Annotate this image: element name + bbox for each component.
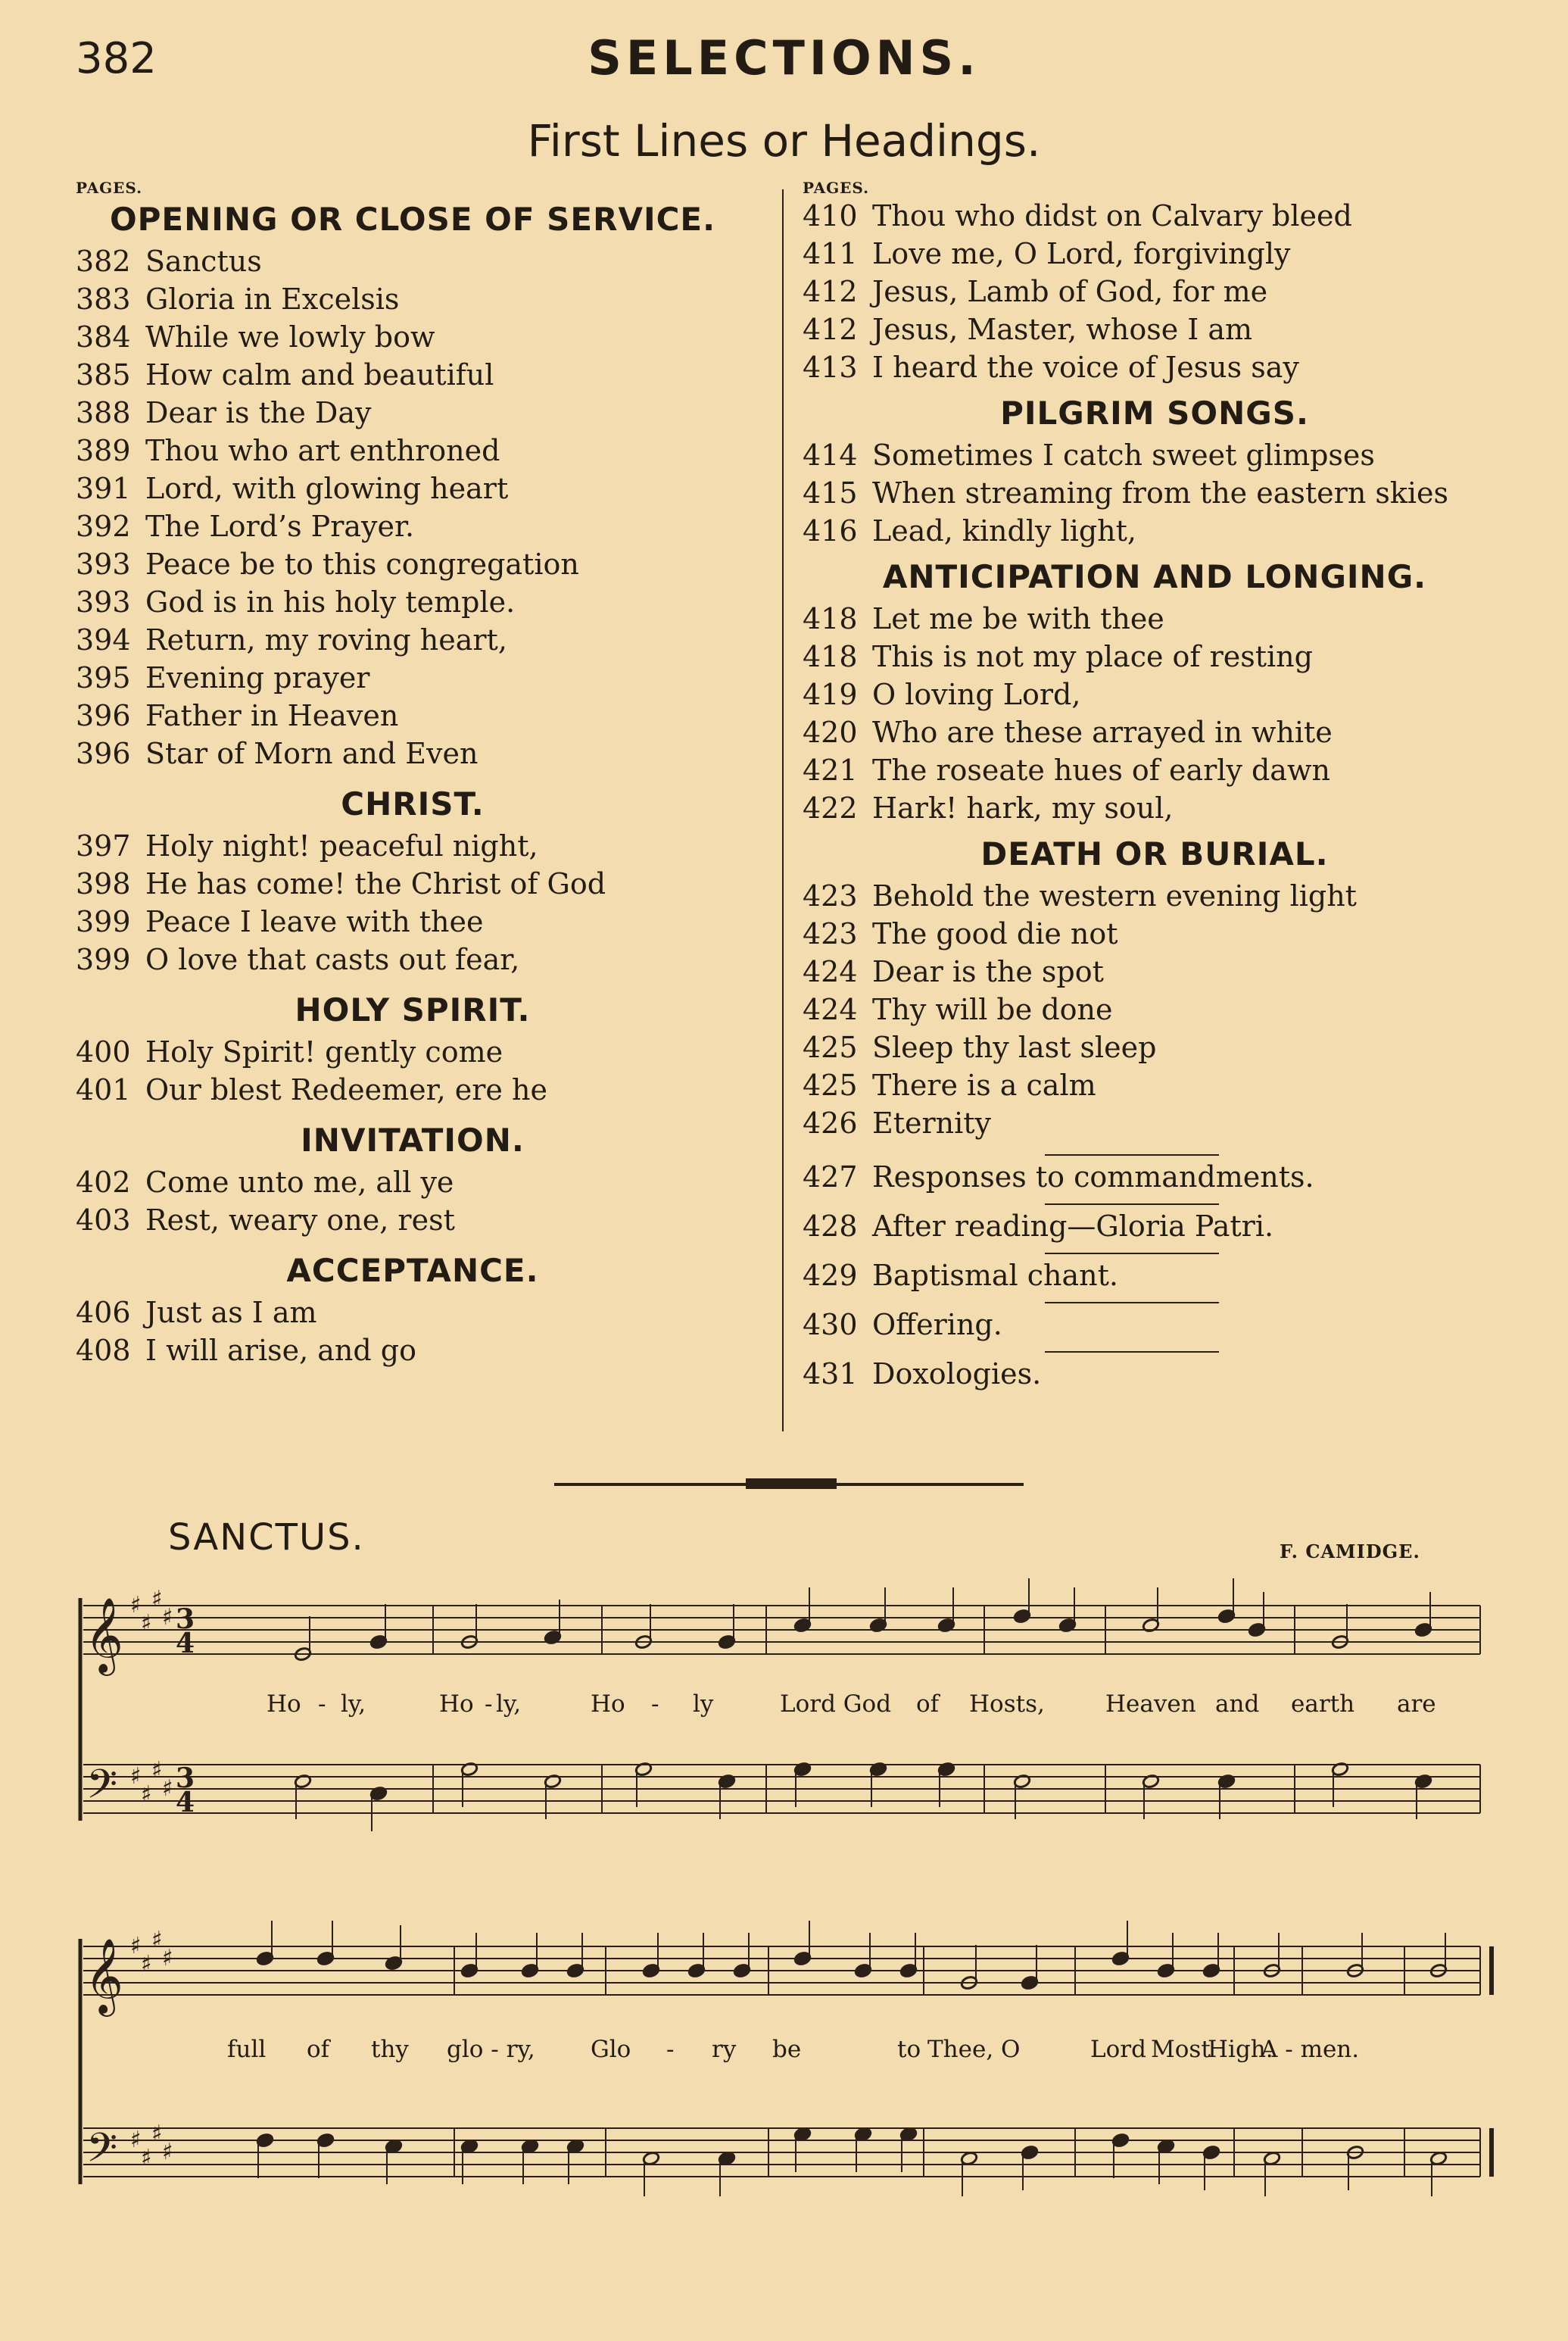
music-system-1: [76, 1568, 1514, 1871]
time-signature-treble-denominator: 4: [176, 1628, 195, 1659]
entry-page-number: 429: [803, 1259, 858, 1292]
pages-label-left: PAGES.: [76, 179, 143, 197]
list-item: [803, 1066, 1507, 1104]
list-item: [803, 953, 1507, 991]
list-item: [803, 877, 1507, 915]
key-signature-bass: ♯: [151, 2121, 163, 2147]
list-item: [803, 474, 1507, 512]
entry-page-number: 412: [803, 275, 858, 308]
section-heading: PILGRIM SONGS.: [1000, 395, 1309, 432]
section-heading: HOLY SPIRIT.: [295, 991, 531, 1028]
list-item: [803, 348, 1507, 386]
entry-page-number: 411: [803, 237, 858, 270]
lyric-syllable: -: [318, 1690, 326, 1718]
entry-first-line: After reading—Gloria Patri.: [872, 1210, 1274, 1243]
page-title: SELECTIONS.: [588, 30, 980, 86]
list-item: [803, 1104, 1507, 1142]
entry-first-line: Who are these arrayed in white: [872, 716, 1333, 749]
section-heading: ACCEPTANCE.: [286, 1252, 539, 1289]
entry-first-line: Holy Spirit! gently come: [145, 1035, 503, 1069]
list-item: [76, 394, 750, 432]
entry-first-line: How calm and beautiful: [145, 358, 494, 392]
entry-first-line: Let me be with thee: [872, 602, 1164, 635]
entry-page-number: 389: [76, 434, 131, 467]
entry-first-line: Return, my roving heart,: [145, 623, 507, 657]
entry-first-line: Sanctus: [145, 245, 262, 278]
entry-page-number: 414: [803, 439, 858, 472]
entry-first-line: Peace be to this congregation: [145, 548, 579, 581]
list-item: [803, 676, 1507, 713]
lyric-syllable: Glo: [591, 2036, 631, 2063]
key-signature-treble: ♯: [141, 1610, 152, 1637]
list-item: [803, 638, 1507, 676]
list-item: [803, 1251, 1507, 1300]
lyric-syllable: full: [227, 2036, 267, 2063]
list-item: [76, 432, 750, 470]
entry-first-line: Come unto me, all ye: [145, 1166, 454, 1199]
list-item: [803, 751, 1507, 789]
key-signature-bass: ♯: [162, 2139, 173, 2165]
entry-page-number: 388: [76, 396, 131, 429]
lyric-syllable: Ho: [439, 1690, 474, 1718]
list-item: [76, 507, 750, 545]
list-item: [76, 470, 750, 507]
lyric-syllable: -: [666, 2036, 675, 2063]
time-signature-bass-denominator: 4: [176, 1787, 195, 1818]
entry-page-number: 420: [803, 716, 858, 749]
lyric-syllable: High.: [1208, 2036, 1273, 2063]
entry-first-line: Doxologies.: [872, 1357, 1042, 1391]
entry-page-number: 392: [76, 510, 131, 543]
column-divider: [782, 189, 784, 1431]
entry-page-number: 399: [76, 943, 131, 976]
entry-first-line: Sleep thy last sleep: [872, 1031, 1157, 1064]
entry-page-number: 394: [76, 623, 131, 657]
entry-page-number: 418: [803, 602, 858, 635]
entry-page-number: 401: [76, 1073, 131, 1107]
hymn-composer: F. CAMIDGE.: [1280, 1540, 1420, 1562]
right-column: [803, 179, 1507, 1399]
entry-page-number: 402: [76, 1166, 131, 1199]
left-column: [76, 179, 750, 1369]
entry-page-number: 400: [76, 1035, 131, 1069]
entry-first-line: Lead, kindly light,: [872, 514, 1136, 548]
lyric-syllable: Most: [1151, 2036, 1211, 2063]
entry-page-number: 422: [803, 791, 858, 825]
list-item: [76, 1201, 750, 1239]
lyric-syllable: thy: [371, 2036, 409, 2063]
lyric-syllable: Ho: [591, 1690, 625, 1718]
entry-first-line: Responses to commandments.: [872, 1160, 1314, 1194]
key-signature-bass: ♯: [162, 1775, 173, 1802]
entry-page-number: 415: [803, 476, 858, 510]
entry-first-line: Dear is the spot: [872, 955, 1104, 988]
list-item: [76, 697, 750, 735]
entry-first-line: O loving Lord,: [872, 678, 1081, 711]
left-sections: [76, 197, 750, 1369]
entry-page-number: 383: [76, 282, 131, 316]
list-item: [803, 991, 1507, 1028]
music-system-2: [76, 1893, 1514, 2242]
list-item: [803, 1350, 1507, 1399]
blank-fill-line: [1045, 1253, 1219, 1254]
list-item: [803, 915, 1507, 953]
right-intro-entries: [803, 197, 1507, 386]
list-item: [76, 865, 750, 903]
entry-first-line: Dear is the Day: [145, 396, 372, 429]
pages-label-right: PAGES.: [803, 179, 870, 197]
list-item: [76, 941, 750, 979]
entry-first-line: Sometimes I catch sweet glimpses: [872, 439, 1375, 472]
entry-page-number: 421: [803, 754, 858, 787]
entry-page-number: 425: [803, 1069, 858, 1102]
entry-page-number: 391: [76, 472, 131, 505]
right-sections: [803, 391, 1507, 1142]
entry-first-line: O love that casts out fear,: [145, 943, 520, 976]
key-signature-bass: ♯: [141, 1781, 152, 1808]
entry-page-number: 431: [803, 1357, 858, 1391]
entry-first-line: Rest, weary one, rest: [145, 1203, 455, 1237]
lyric-syllable: be: [772, 2036, 802, 2063]
list-item: [76, 242, 750, 280]
time-signature-treble-numerator: 3: [176, 1603, 195, 1635]
list-item: [76, 1331, 750, 1369]
blank-fill-line: [1045, 1302, 1219, 1303]
entry-page-number: 406: [76, 1296, 131, 1329]
page-number: 382: [76, 34, 157, 83]
entry-page-number: 430: [803, 1308, 858, 1341]
entry-page-number: 424: [803, 993, 858, 1026]
list-item: [76, 1163, 750, 1201]
bass-clef-icon: 𝄢: [86, 2125, 118, 2181]
key-signature-treble: ♯: [130, 1592, 142, 1618]
list-item: [76, 583, 750, 621]
entry-first-line: Jesus, Master, whose I am: [872, 313, 1253, 346]
list-item: [803, 600, 1507, 638]
ornament-center: [746, 1478, 837, 1489]
entry-page-number: 385: [76, 358, 131, 392]
section-heading: DEATH OR BURIAL.: [980, 835, 1329, 872]
entry-first-line: Peace I leave with thee: [145, 905, 484, 938]
list-item: [76, 545, 750, 583]
entry-page-number: 396: [76, 737, 131, 770]
list-item: [76, 318, 750, 356]
entry-first-line: Thou who didst on Calvary bleed: [872, 199, 1352, 233]
list-item: [76, 659, 750, 697]
lyric-syllable: Hosts,: [969, 1690, 1045, 1718]
entry-page-number: 416: [803, 514, 858, 548]
entry-first-line: Star of Morn and Even: [145, 737, 479, 770]
entry-first-line: The Lord’s Prayer.: [145, 510, 415, 543]
entry-first-line: Love me, O Lord, forgivingly: [872, 237, 1291, 270]
lyric-syllable: and: [1215, 1690, 1260, 1718]
list-item: [76, 356, 750, 394]
section-heading: OPENING OR CLOSE OF SERVICE.: [109, 201, 716, 238]
entry-first-line: Lord, with glowing heart: [145, 472, 509, 505]
entry-first-line: Father in Heaven: [145, 699, 399, 732]
entry-page-number: 408: [76, 1334, 131, 1367]
lyric-syllable: ly,: [496, 1690, 522, 1718]
entry-page-number: 393: [76, 585, 131, 619]
entry-first-line: Eternity: [872, 1107, 992, 1140]
entry-first-line: This is not my place of resting: [872, 640, 1313, 673]
lyric-syllable: -: [485, 1690, 493, 1718]
entry-first-line: When streaming from the eastern skies: [872, 476, 1449, 510]
list-item: [76, 1033, 750, 1071]
entry-page-number: 426: [803, 1107, 858, 1140]
list-item: [803, 436, 1507, 474]
list-item: [803, 311, 1507, 348]
list-item: [76, 621, 750, 659]
hymn-title: SANCTUS.: [168, 1516, 365, 1559]
entry-first-line: Evening prayer: [145, 661, 370, 694]
entry-first-line: The roseate hues of early dawn: [872, 754, 1330, 787]
blank-fill-line: [1045, 1351, 1219, 1353]
entry-page-number: 419: [803, 678, 858, 711]
entry-first-line: Baptismal chant.: [872, 1259, 1118, 1292]
entry-page-number: 398: [76, 867, 131, 901]
entry-first-line: He has come! the Christ of God: [145, 867, 606, 901]
section-heading: CHRIST.: [341, 785, 485, 822]
list-item: [803, 713, 1507, 751]
lyric-syllable: A - men.: [1261, 2036, 1360, 2063]
entry-first-line: Thy will be done: [872, 993, 1113, 1026]
bass-clef-icon: 𝄢: [86, 1762, 118, 1818]
entry-page-number: 399: [76, 905, 131, 938]
lyric-syllable: of: [916, 1690, 940, 1718]
entry-page-number: 384: [76, 320, 131, 354]
lyric-syllable: Ho: [267, 1690, 301, 1718]
entry-first-line: Our blest Redeemer, ere he: [145, 1073, 547, 1107]
entry-first-line: I will arise, and go: [145, 1334, 417, 1367]
list-item: [76, 280, 750, 318]
list-item: [803, 197, 1507, 235]
key-signature-treble: ♯: [162, 1604, 173, 1631]
entry-page-number: 410: [803, 199, 858, 233]
entry-first-line: While we lowly bow: [145, 320, 435, 354]
entry-page-number: 393: [76, 548, 131, 581]
list-item: [76, 827, 750, 865]
key-signature-bass: ♯: [130, 1763, 142, 1790]
entry-page-number: 424: [803, 955, 858, 988]
key-signature-treble: ♯: [130, 1933, 142, 1959]
lyric-syllable: -: [651, 1690, 659, 1718]
entry-page-number: 423: [803, 917, 858, 950]
list-item: [803, 1153, 1507, 1202]
lyric-syllable: earth: [1291, 1690, 1355, 1718]
entry-first-line: God is in his holy temple.: [145, 585, 516, 619]
lyric-syllable: Lord God: [780, 1690, 892, 1718]
treble-clef-icon: 𝄞: [85, 1938, 123, 2014]
list-item: [76, 903, 750, 941]
list-item: [803, 1300, 1507, 1350]
key-signature-treble: ♯: [141, 1951, 152, 1977]
time-signature-bass-numerator: 3: [176, 1762, 195, 1794]
entry-page-number: 395: [76, 661, 131, 694]
lyric-syllable: are: [1397, 1690, 1436, 1718]
lyric-syllable: ly: [693, 1690, 714, 1718]
list-item: [803, 1202, 1507, 1251]
entry-first-line: The good die not: [872, 917, 1118, 950]
right-blank-entries: [803, 1153, 1507, 1399]
key-signature-bass: ♯: [151, 1757, 163, 1784]
page-subtitle: First Lines or Headings.: [527, 115, 1041, 167]
blank-fill-line: [1045, 1154, 1219, 1156]
entry-first-line: Behold the western evening light: [872, 879, 1357, 913]
key-signature-treble: ♯: [162, 1945, 173, 1971]
entry-first-line: Thou who art enthroned: [145, 434, 500, 467]
lyric-syllable: Thee, O: [927, 2036, 1021, 2063]
lyric-syllable: ry: [712, 2036, 737, 2063]
list-item: [803, 273, 1507, 311]
lyric-syllable: Lord: [1090, 2036, 1146, 2063]
list-item: [76, 1294, 750, 1331]
blank-fill-line: [1045, 1203, 1219, 1205]
list-item: [803, 512, 1507, 550]
entry-first-line: Just as I am: [145, 1296, 317, 1329]
entry-page-number: 413: [803, 351, 858, 384]
entry-first-line: I heard the voice of Jesus say: [872, 351, 1299, 384]
entry-first-line: Offering.: [872, 1308, 1002, 1341]
lyric-syllable: of: [307, 2036, 330, 2063]
entry-page-number: 418: [803, 640, 858, 673]
list-item: [803, 789, 1507, 827]
entry-page-number: 403: [76, 1203, 131, 1237]
key-signature-treble: ♯: [151, 1586, 163, 1612]
entry-first-line: Jesus, Lamb of God, for me: [872, 275, 1268, 308]
list-item: [76, 735, 750, 773]
lyric-syllable: to: [897, 2036, 921, 2063]
entry-page-number: 397: [76, 829, 131, 863]
key-signature-bass: ♯: [130, 2127, 142, 2153]
section-heading: ANTICIPATION AND LONGING.: [882, 558, 1427, 595]
entry-page-number: 396: [76, 699, 131, 732]
entry-first-line: Hark! hark, my soul,: [872, 791, 1174, 825]
entry-page-number: 425: [803, 1031, 858, 1064]
entry-page-number: 382: [76, 245, 131, 278]
treble-clef-icon: 𝄞: [85, 1597, 123, 1673]
entry-page-number: 428: [803, 1210, 858, 1243]
list-item: [803, 235, 1507, 273]
lyric-syllable: glo - ry,: [447, 2036, 535, 2063]
entry-first-line: Gloria in Excelsis: [145, 282, 400, 316]
lyric-syllable: ly,: [341, 1690, 366, 1718]
key-signature-treble: ♯: [151, 1927, 163, 1953]
key-signature-bass: ♯: [141, 2145, 152, 2171]
list-item: [76, 1071, 750, 1109]
lyric-syllable: Heaven: [1105, 1690, 1196, 1718]
entry-page-number: 412: [803, 313, 858, 346]
entry-page-number: 423: [803, 879, 858, 913]
entry-page-number: 427: [803, 1160, 858, 1194]
list-item: [803, 1028, 1507, 1066]
entry-first-line: Holy night! peaceful night,: [145, 829, 538, 863]
entry-first-line: There is a calm: [872, 1069, 1096, 1102]
section-heading: INVITATION.: [301, 1122, 525, 1159]
